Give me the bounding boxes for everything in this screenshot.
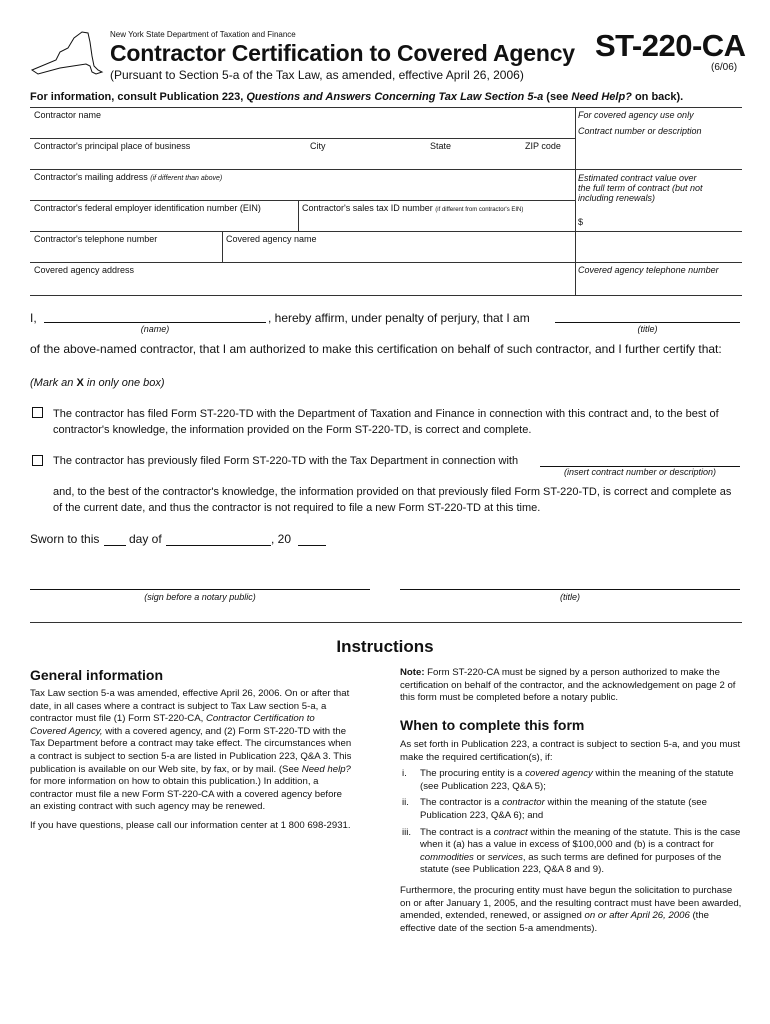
list-item: iii. The contract is a contract within the meaning of the statute. This is the case when it (a) has a value in excess of $100,000 and (b) is a contract for commodities or services, as such terms are defined for purposes of the statute (see Publication 223, Q&A 8 and 9).: [402, 826, 741, 876]
ein-field[interactable]: Contractor's federal employer identification number (EIN): [34, 203, 261, 213]
mark-instruction: (Mark an X in only one box): [30, 377, 165, 389]
telephone-field[interactable]: Contractor's telephone number: [34, 234, 158, 244]
signer-title-caption: (title): [560, 592, 580, 602]
agency-phone-field[interactable]: Covered agency telephone number: [578, 265, 719, 275]
sworn-label: Sworn to this: [30, 532, 100, 546]
i-label: I,: [30, 311, 37, 325]
sales-tax-id-field[interactable]: Contractor's sales tax ID number (if different from contractor's EIN): [302, 203, 524, 213]
year-prefix: , 20: [271, 532, 292, 546]
general-info-heading: General information: [30, 667, 164, 683]
dollar-value-field[interactable]: $: [578, 217, 584, 227]
when-heading: When to complete this form: [400, 717, 585, 733]
section-divider: [30, 622, 742, 623]
department-name: New York State Department of Taxation and Finance: [110, 30, 296, 39]
name-input-line[interactable]: [44, 322, 266, 323]
option-1-text: The contractor has filed Form ST-220-TD with the Department of Taxation and Finance in connection with this contract and, to the best of contractor's knowledge, the information provided on the Form ST-220-TD, is correct and complete.: [53, 408, 719, 436]
sign-caption: (sign before a notary public): [144, 592, 256, 602]
month-input-line[interactable]: [166, 545, 271, 546]
day-input-line[interactable]: [104, 545, 126, 546]
general-info-text: Tax Law section 5-a was amended, effective April 26, 2006. On or after that date, in all cases where a contract is subject to Tax Law section 5-a, a contractor must file (1) Form ST-220-CA, Contractor Certification to Covered Agency, with a covered agency, and (2) Form ST-220-TD with the Tax Department before a contract may take effect. The circumstances when a contract is subject to section 5-a are listed in Publication 223, Q&A 3. This publication is available on our Web site, by fax, or by mail. (See Need help? for more information on how to obtain this publication.) In addition, a contractor must file a new Form ST-220-CA with a covered agency before an existing contract with such agency may be renewed. If you have questions, please call our information center at 1 800 698-2931.: [30, 688, 352, 831]
year-input-line[interactable]: [298, 545, 326, 546]
principal-place-field[interactable]: Contractor's principal place of business: [34, 141, 191, 151]
info-line: For information, consult Publication 223, Questions and Answers Concerning Tax Law Section 5-a (see Need Help? on back).: [30, 91, 684, 103]
new-york-state-map-icon: [28, 30, 104, 80]
furthermore-text: Furthermore, the procuring entity must have begun the solicitation to purchase on or after January 1, 2005, and the resulting contract must have been awarded, amended, extended, renewed, or assigned on or after April 26, 2006 (the effective date of the section 5-a amendments).: [400, 884, 742, 934]
signature-line[interactable]: [30, 589, 370, 590]
certify-statement: of the above-named contractor, that I am authorized to make this certification on behalf of such contractor, and I further certify that:: [30, 342, 722, 356]
form-number: ST-220-CA: [595, 28, 746, 63]
city-field[interactable]: City: [310, 141, 326, 151]
agency-address-field[interactable]: Covered agency address: [34, 265, 135, 275]
note-text: Note: Form ST-220-CA must be signed by a person authorized to make the certification on behalf of the contractor, and the acknowledgement on page 2 of this form must be completed before a notary public.: [400, 667, 736, 704]
option-1-checkbox[interactable]: [32, 407, 43, 418]
revision-date: (6/06): [711, 62, 738, 73]
affirm-text: , hereby affirm, under penalty of perjury, that I am: [268, 311, 530, 325]
estimated-value-label: Estimated contract value over the full term of contract (but not including renewals): [578, 173, 703, 203]
title-caption: (title): [637, 324, 658, 334]
zip-field[interactable]: ZIP code: [525, 141, 561, 151]
when-text: As set forth in Publication 223, a contract is subject to section 5-a, and you must make the required certification(s), if: i. The procuring entity is a covered agency within the meaning of the statute (see Publication 223, Q&A 5); ii. The contractor is a contractor within the meaning of the statute (see Publication 223, Q&A 6); and iii. The contract is a contract within the meaning of the statute. This is the case when it (a) has a value in excess of $100,000 and (b) is a contract for commodities or services, as such terms are defined for purposes of the statute (see Publication 223, Q&A 8 and 9). Furthermore, the procuring entity must have begun the solicitation to purchase on or after January 1, 2005, and the resulting contract must have been awarded, amended, extended, renewed, or assigned on or after April 26, 2006 (the effective date of the section 5-a amendments).: [400, 739, 742, 934]
option-2-continuation: and, to the best of the contractor's knowledge, the information provided on that previously filed Form ST-220-TD, is correct and complete as of the current date, and thus the contractor is not required to file a new Form ST-220-TD at this time.: [53, 486, 732, 514]
list-item: ii. The contractor is a contractor within the meaning of the statute (see Publication 223, Q&A 6); and: [402, 797, 707, 821]
day-of-label: day of: [129, 532, 162, 546]
option-2-checkbox[interactable]: [32, 455, 43, 466]
insert-contract-caption: (insert contract number or description): [563, 467, 717, 477]
form-subtitle: (Pursuant to Section 5-a of the Tax Law, as amended, effective April 26, 2006): [110, 68, 524, 82]
mailing-address-field[interactable]: Contractor's mailing address (if different than above): [34, 172, 223, 182]
contract-number-field[interactable]: Contract number or description: [578, 126, 702, 136]
title-input-line[interactable]: [555, 322, 740, 323]
signer-title-line[interactable]: [400, 589, 740, 590]
contractor-info-grid: [30, 107, 742, 297]
agency-use-only-label: For covered agency use only: [578, 110, 694, 120]
agency-name-field[interactable]: Covered agency name: [226, 234, 317, 244]
form-title: Contractor Certification to Covered Agency: [110, 40, 575, 66]
state-field[interactable]: State: [430, 141, 452, 151]
option-2-text: The contractor has previously filed Form ST-220-TD with the Tax Department in connection with: [53, 455, 519, 467]
instructions-title: Instructions: [336, 637, 434, 656]
contractor-name-field[interactable]: Contractor name: [34, 110, 102, 120]
list-item: i. The procuring entity is a covered agency within the meaning of the statute (see Publication 223, Q&A 5);: [402, 768, 734, 792]
name-caption: (name): [140, 324, 170, 334]
